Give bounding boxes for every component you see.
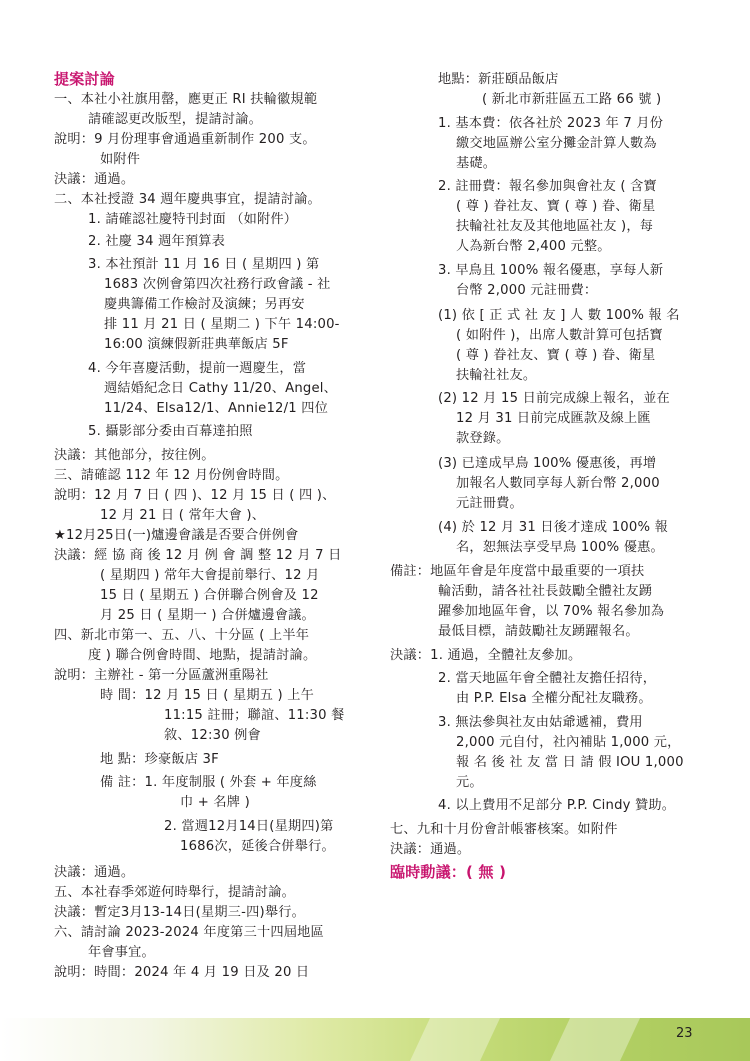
text-line: 4. 今年喜慶活動，提前一週慶生，當 <box>88 361 307 376</box>
text-line: 1. 請確認社慶特刊封面 （如附件） <box>88 212 298 227</box>
text-line: 1686次，延後合併舉行。 <box>180 839 335 854</box>
text-line: 排 11 月 21 日 ( 星期二 ) 下午 14:00- <box>104 317 340 332</box>
text-line: 說明：9 月份理事會通過重新制作 200 支。 <box>54 132 316 147</box>
text-line: 說明：12 月 7 日 ( 四 )、12 月 15 日 ( 四 )、 <box>54 488 336 503</box>
section-heading: 臨時動議：( 無 ) <box>390 863 507 881</box>
text-line: 決議：通過。 <box>54 865 135 880</box>
text-line: 決議：通過。 <box>390 842 471 857</box>
section-heading: 提案討論 <box>54 70 115 88</box>
text-line: 度 ) 聯合例會時間、地點，提請討論。 <box>88 648 317 663</box>
text-line: 說明：主辦社 - 第一分區蘆洲重陽社 <box>54 668 269 683</box>
text-line: 二、本社授證 34 週年慶典事宜，提請討論。 <box>54 192 321 207</box>
text-line: 2. 當週12月14日(星期四)第 <box>164 819 334 834</box>
text-line: ( 新北市新莊區五工路 66 號 ) <box>482 92 662 107</box>
text-line: 年會事宜。 <box>88 945 155 960</box>
text-line: 元。 <box>456 775 483 790</box>
text-line: 慶典籌備工作檢討及演練；另再安 <box>104 297 305 312</box>
text-line: 2. 當天地區年會全體社友擔任招待， <box>438 671 657 686</box>
text-line: (2) 12 月 15 日前完成線上報名，並在 <box>438 391 670 406</box>
text-line: 四、新北市第一、五、八、十分區 ( 上半年 <box>54 628 310 643</box>
text-line: 敘、12:30 例會 <box>164 728 261 743</box>
text-line: 2. 社慶 34 週年預算表 <box>88 234 226 249</box>
text-line: 台幣 2,000 元註冊費： <box>456 283 598 298</box>
text-line: 3. 早鳥且 100% 報名優惠，享每人新 <box>438 263 664 278</box>
footer-decorative-band <box>0 1018 750 1061</box>
text-line: 決議：經 協 商 後 12 月 例 會 調 整 12 月 7 日 <box>54 548 342 563</box>
text-line: 最低目標，請鼓勵社友踴躍報名。 <box>438 624 639 639</box>
text-line: 七、九和十月份會計帳審核案。如附件 <box>390 822 618 837</box>
text-line: 週結婚紀念日 Cathy 11/20、Angel、 <box>104 381 338 396</box>
text-line: 一、本社小社旗用罄，應更正 RI 扶輪徽規範 <box>54 92 318 107</box>
text-line: 五、本社春季郊遊何時舉行，提請討論。 <box>54 885 295 900</box>
text-line: 決議：1. 通過，全體社友參加。 <box>390 648 582 663</box>
text-line: 12 月 21 日 ( 常年大會 )、 <box>100 508 266 523</box>
text-line: 月 25 日 ( 星期一 ) 合併爐邊會議。 <box>100 608 315 623</box>
text-line: 輪活動，請各社社長鼓勵全體社友踴 <box>438 584 653 599</box>
text-line: 15 日 ( 星期五 ) 合併聯合例會及 12 <box>100 588 319 603</box>
text-line: 說明：時間：2024 年 4 月 19 日及 20 日 <box>54 965 310 980</box>
text-line: 報 名 後 社 友 當 日 請 假 IOU 1,000 <box>456 755 684 770</box>
text-line: 元註冊費。 <box>456 496 523 511</box>
text-line: 巾 + 名牌 ) <box>180 795 250 810</box>
text-line: 決議：其他部分，按往例。 <box>54 448 215 463</box>
text-line: (1) 依 [ 正 式 社 友 ] 人 數 100% 報 名 <box>438 308 680 323</box>
text-line: 三、請確認 112 年 12 月份例會時間。 <box>54 468 289 483</box>
text-line: ★12月25日(一)爐邊會議是否要合併例會 <box>54 528 299 543</box>
page-number: 23 <box>676 1026 693 1041</box>
text-line: 16:00 演練假新莊典華飯店 5F <box>104 337 289 352</box>
text-line: 2,000 元自付，社內補貼 1,000 元， <box>456 735 681 750</box>
text-line: 備註：地區年會是年度當中最重要的一項扶 <box>390 564 645 579</box>
text-line: ( 尊 ) 眷社友、寶 ( 尊 ) 眷、衛星 <box>456 348 656 363</box>
text-line: 地點：新莊頤品飯店 <box>438 72 559 87</box>
text-line: 4. 以上費用不足部分 P.P. Cindy 贊助。 <box>438 798 676 813</box>
text-line: 5. 攝影部分委由百幕達拍照 <box>88 424 253 439</box>
text-line: 地 點：珍豪飯店 3F <box>100 752 219 767</box>
text-line: 11:15 註冊；聯誼、11:30 餐 <box>164 708 345 723</box>
text-line: 3. 無法參與社友由姑爺遞補，費用 <box>438 715 643 730</box>
text-line: 款登錄。 <box>456 431 510 446</box>
text-line: 決議：暫定3月13-14日(星期三-四)舉行。 <box>54 905 305 920</box>
text-line: 扶輪社社友。 <box>456 368 537 383</box>
text-line: 12 月 31 日前完成匯款及線上匯 <box>456 411 651 426</box>
text-line: 時 間：12 月 15 日 ( 星期五 ) 上午 <box>100 688 315 703</box>
text-line: 請確認更改版型，提請討論。 <box>88 112 263 127</box>
text-line: 11/24、Elsa12/1、Annie12/1 四位 <box>104 401 329 416</box>
text-line: 1. 基本費：依各社於 2023 年 7 月份 <box>438 116 664 131</box>
text-line: 躍參加地區年會，以 70% 報名參加為 <box>438 604 665 619</box>
text-line: (4) 於 12 月 31 日後才達成 100% 報 <box>438 520 668 535</box>
text-line: ( 如附件 )，出席人數計算可包括寶 <box>456 328 663 343</box>
text-line: 加報名人數同享每人新台幣 2,000 <box>456 476 660 491</box>
text-line: 備 註：1. 年度制服 ( 外套 + 年度絲 <box>100 775 317 790</box>
text-line: 名，恕無法享受早鳥 100% 優惠。 <box>456 540 664 555</box>
text-line: 決議：通過。 <box>54 172 135 187</box>
text-line: 如附件 <box>100 152 141 167</box>
text-line: 繳交地區辦公室分攤金計算人數為 <box>456 136 657 151</box>
text-line: 人為新台幣 2,400 元整。 <box>456 239 611 254</box>
text-line: 由 P.P. Elsa 全權分配社友職務。 <box>456 691 652 706</box>
text-line: ( 星期四 ) 常年大會提前舉行、12 月 <box>100 568 320 583</box>
text-line: 2. 註冊費：報名參加與會社友 ( 含寶 <box>438 179 657 194</box>
text-line: ( 尊 ) 眷社友、寶 ( 尊 ) 眷、衛星 <box>456 199 656 214</box>
text-line: (3) 已達成早鳥 100% 優惠後，再增 <box>438 456 657 471</box>
text-line: 扶輪社社友及其他地區社友 )，每 <box>456 219 654 234</box>
text-line: 1683 次例會第四次社務行政會議 - 社 <box>104 277 331 292</box>
text-line: 六、請討論 2023-2024 年度第三十四屆地區 <box>54 925 324 940</box>
text-line: 基礎。 <box>456 156 497 171</box>
text-line: 3. 本社預計 11 月 16 日 ( 星期四 ) 第 <box>88 257 320 272</box>
